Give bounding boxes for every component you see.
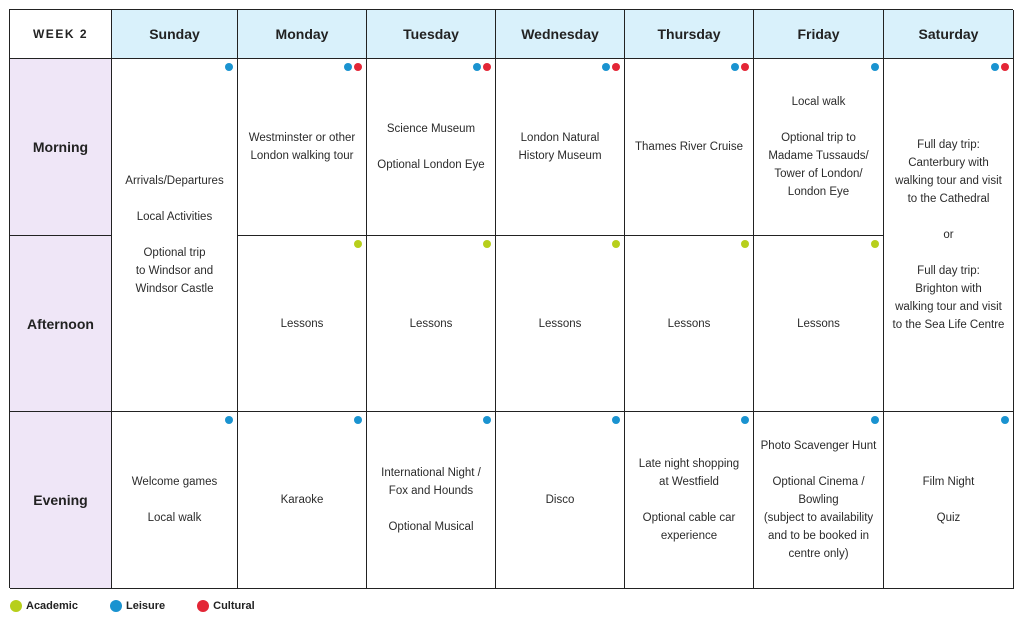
legend-label: Academic bbox=[26, 600, 78, 612]
period-evening: Evening bbox=[10, 412, 112, 589]
leisure-dot-icon bbox=[225, 416, 233, 424]
timetable-grid bbox=[9, 9, 1013, 588]
academic-dot-icon bbox=[741, 240, 749, 248]
category-dots bbox=[225, 416, 233, 424]
academic-dot-icon bbox=[612, 240, 620, 248]
leisure-dot-icon bbox=[871, 416, 879, 424]
cell-saturday-day bbox=[884, 59, 1014, 412]
day-header-saturday: Saturday bbox=[884, 10, 1014, 59]
leisure-dot-icon bbox=[991, 63, 999, 71]
legend-academic bbox=[10, 600, 78, 612]
activity-text: Late night shopping at Westfield Optional cable car experience bbox=[638, 458, 740, 542]
activity-text: Lessons bbox=[280, 317, 324, 330]
category-dots bbox=[225, 63, 233, 71]
cell-sunday-day bbox=[112, 59, 238, 412]
cell-friday-evening bbox=[754, 412, 884, 589]
leisure-dot-icon bbox=[344, 63, 352, 71]
category-dots bbox=[483, 240, 491, 248]
cell-monday-afternoon bbox=[238, 236, 367, 412]
cell-tuesday-evening bbox=[367, 412, 496, 589]
activity-text: Lessons bbox=[538, 317, 582, 330]
cultural-dot-icon bbox=[612, 63, 620, 71]
activity-text: Disco bbox=[545, 494, 575, 506]
week-label: WEEK 2 bbox=[10, 10, 112, 59]
leisure-dot-icon bbox=[1001, 416, 1009, 424]
activity-text: Thames River Cruise bbox=[635, 141, 743, 153]
academic-dot-icon bbox=[871, 240, 879, 248]
cell-friday-morning bbox=[754, 59, 884, 236]
category-dots bbox=[871, 63, 879, 71]
category-dots bbox=[871, 416, 879, 424]
leisure-dot-icon bbox=[225, 63, 233, 71]
cell-thursday-afternoon bbox=[625, 236, 754, 412]
leisure-dot-icon bbox=[483, 416, 491, 424]
cell-wednesday-afternoon bbox=[496, 236, 625, 412]
activity-text: Karaoke bbox=[280, 494, 324, 506]
activity-text: London Natural History Museum bbox=[518, 132, 602, 162]
category-dots bbox=[354, 240, 362, 248]
academic-dot-icon bbox=[483, 240, 491, 248]
activity-text: Science Museum Optional London Eye bbox=[377, 123, 485, 171]
category-dots bbox=[991, 63, 1009, 71]
category-dots bbox=[602, 63, 620, 71]
day-header-thursday: Thursday bbox=[625, 10, 754, 59]
cell-saturday-evening bbox=[884, 412, 1014, 589]
cell-friday-afternoon bbox=[754, 236, 884, 412]
cultural-dot-icon bbox=[197, 600, 209, 612]
cell-monday-morning bbox=[238, 59, 367, 236]
cultural-dot-icon bbox=[1001, 63, 1009, 71]
leisure-dot-icon bbox=[354, 416, 362, 424]
category-dots bbox=[354, 416, 362, 424]
academic-dot-icon bbox=[354, 240, 362, 248]
day-header-sunday: Sunday bbox=[112, 10, 238, 59]
day-header-tuesday: Tuesday bbox=[367, 10, 496, 59]
category-dots bbox=[1001, 416, 1009, 424]
cell-sunday-evening bbox=[112, 412, 238, 589]
cell-tuesday-morning bbox=[367, 59, 496, 236]
leisure-dot-icon bbox=[612, 416, 620, 424]
day-header-monday: Monday bbox=[238, 10, 367, 59]
activity-text: Lessons bbox=[667, 317, 711, 330]
category-dots bbox=[612, 240, 620, 248]
cell-tuesday-afternoon bbox=[367, 236, 496, 412]
activity-text: International Night / Fox and Hounds Optional Musical bbox=[381, 467, 481, 533]
period-afternoon: Afternoon bbox=[10, 236, 112, 412]
day-header-friday: Friday bbox=[754, 10, 884, 59]
legend-cultural bbox=[197, 600, 255, 612]
leisure-dot-icon bbox=[110, 600, 122, 612]
cultural-dot-icon bbox=[483, 63, 491, 71]
activity-text: Welcome games Local walk bbox=[131, 476, 218, 524]
period-morning: Morning bbox=[10, 59, 112, 236]
activity-text: Full day trip: Canterbury with walking tour and visit to the Cathedral or Full day trip: Brighton with walking tour and visit to the Sea Life Centre bbox=[892, 139, 1005, 331]
cell-wednesday-evening bbox=[496, 412, 625, 589]
leisure-dot-icon bbox=[602, 63, 610, 71]
activity-text: Arrivals/Departures Local Activities Optional trip to Windsor and Windsor Castle bbox=[125, 175, 224, 295]
activity-text: Lessons bbox=[797, 317, 840, 330]
activity-text: Lessons bbox=[409, 317, 453, 330]
cell-monday-evening bbox=[238, 412, 367, 589]
cell-thursday-morning bbox=[625, 59, 754, 236]
category-dots bbox=[473, 63, 491, 71]
activity-text: Photo Scavenger Hunt Optional Cinema / Bowling (subject to availability and to be booked in centre only) bbox=[760, 440, 877, 560]
category-dots bbox=[871, 240, 879, 248]
day-header-wednesday: Wednesday bbox=[496, 10, 625, 59]
category-dots bbox=[741, 416, 749, 424]
category-dots bbox=[344, 63, 362, 71]
category-dots bbox=[731, 63, 749, 71]
category-dots bbox=[741, 240, 749, 248]
leisure-dot-icon bbox=[473, 63, 481, 71]
leisure-dot-icon bbox=[741, 416, 749, 424]
legend-leisure bbox=[110, 600, 165, 612]
legend bbox=[10, 600, 287, 612]
cultural-dot-icon bbox=[741, 63, 749, 71]
category-dots bbox=[612, 416, 620, 424]
activity-text: Local walk Optional trip to Madame Tussauds/ Tower of London/ London Eye bbox=[768, 96, 869, 198]
legend-label: Cultural bbox=[213, 600, 255, 612]
category-dots bbox=[483, 416, 491, 424]
academic-dot-icon bbox=[10, 600, 22, 612]
cultural-dot-icon bbox=[354, 63, 362, 71]
activity-text: Westminster or other London walking tour bbox=[248, 132, 356, 162]
cell-thursday-evening bbox=[625, 412, 754, 589]
leisure-dot-icon bbox=[731, 63, 739, 71]
leisure-dot-icon bbox=[871, 63, 879, 71]
legend-label: Leisure bbox=[125, 600, 166, 612]
cell-wednesday-morning bbox=[496, 59, 625, 236]
activity-text: Film Night Quiz bbox=[922, 476, 975, 524]
